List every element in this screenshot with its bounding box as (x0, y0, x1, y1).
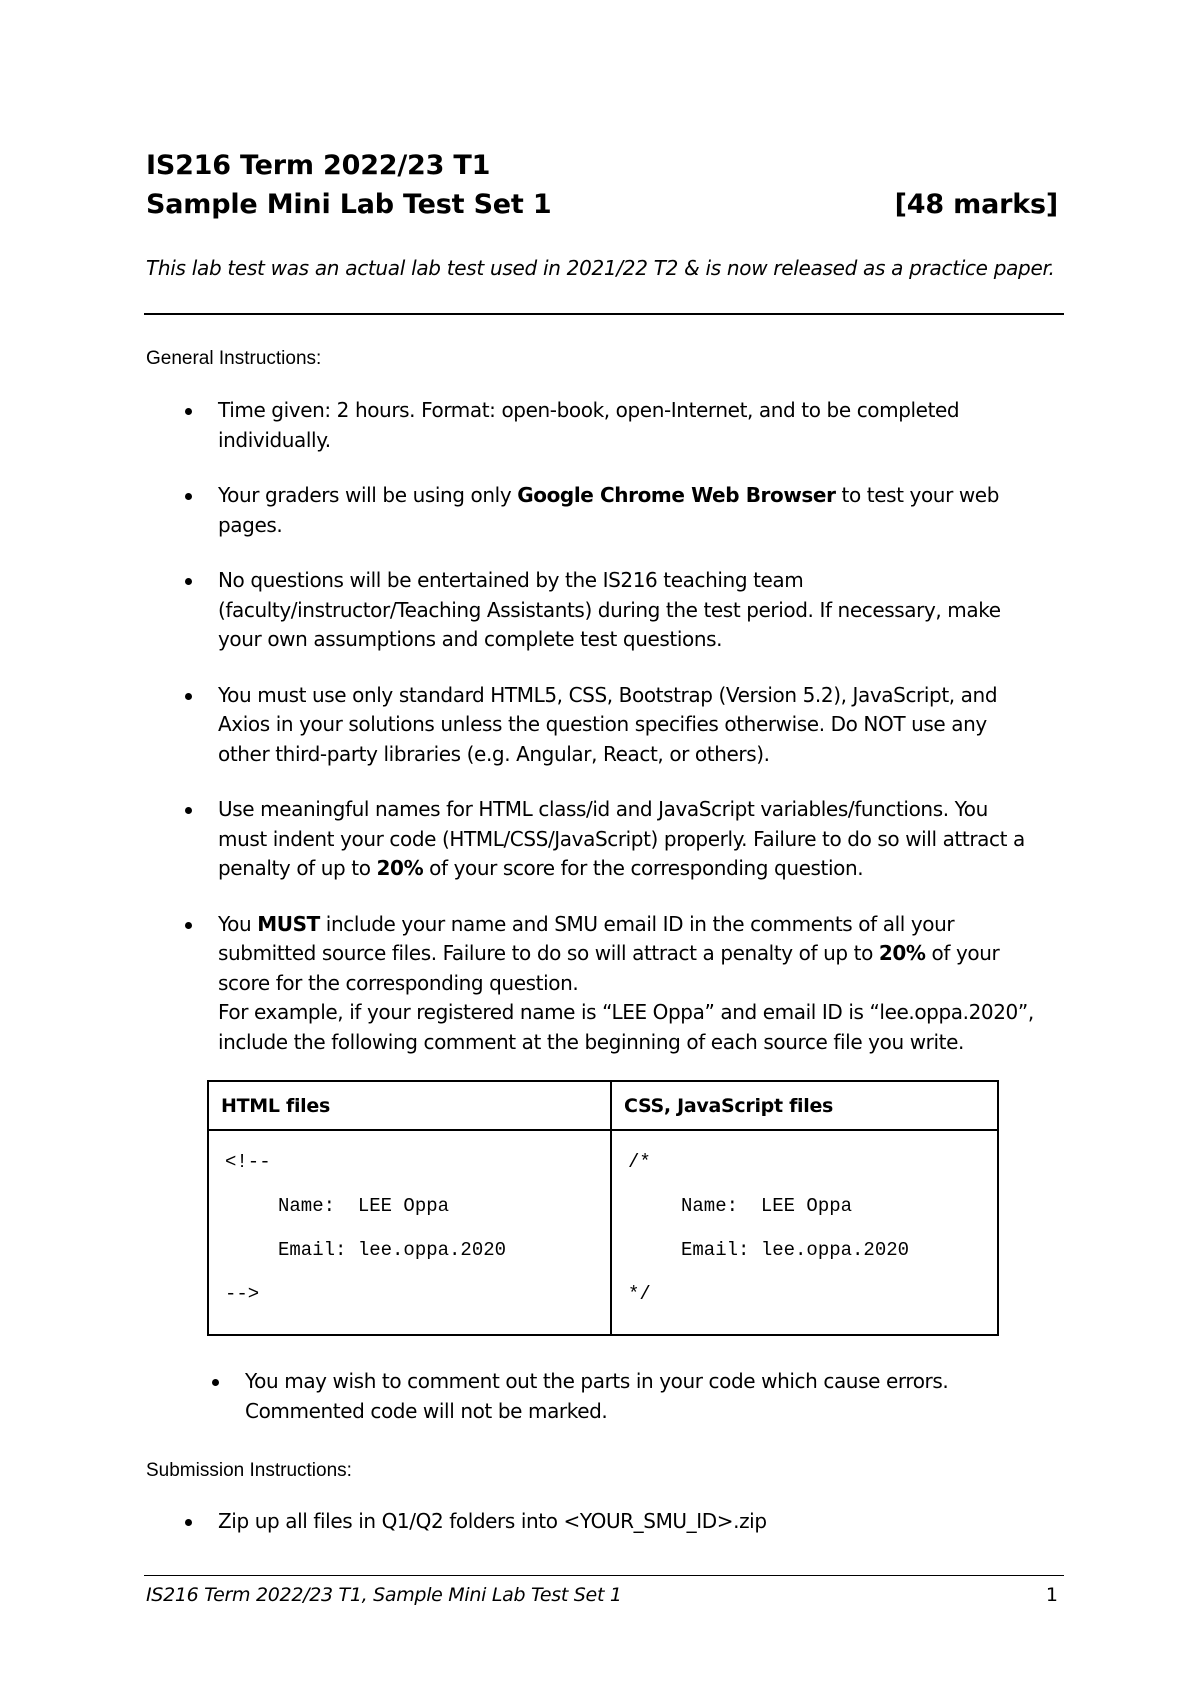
list-item-text: Time given: 2 hours. Format: open-book, open-Internet, and to be completed (218, 398, 960, 422)
list-item-text: submitted source files. Failure to do so will attract a penalty of up to 20% of your (218, 941, 1000, 965)
footer-divider (144, 1575, 1064, 1576)
document-subtitle: Sample Mini Lab Test Set 1 (146, 189, 552, 220)
table-header-html: HTML files (209, 1082, 612, 1131)
bullet-icon (185, 693, 192, 700)
list-item-text: (faculty/instructor/Teaching Assistants) during the test period. If necessary, make (218, 597, 1001, 622)
list-item-text: No questions will be entertained by the IS216 teaching team (218, 568, 804, 592)
code-line: */ (628, 1283, 651, 1305)
submission-instructions-list (146, 1507, 1076, 1537)
page-number: 1 (1045, 1584, 1058, 1606)
bullet-icon (185, 922, 192, 929)
bullet-icon (185, 578, 192, 585)
general-instructions-list (146, 396, 1076, 1057)
list-item-text: You must use only standard HTML5, CSS, Bootstrap (Version 5.2), JavaScript, and (218, 682, 998, 707)
code-line: Email: lee.oppa.2020 (278, 1239, 507, 1261)
bullet-icon (185, 408, 192, 415)
list-item-text: Use meaningful names for HTML class/id and JavaScript variables/functions. You (218, 797, 988, 821)
bullet-icon (185, 493, 192, 500)
list-item-text: score for the corresponding question. (218, 970, 579, 995)
list-item-text: other third-party libraries (e.g. Angular, React, or others). (218, 741, 770, 766)
bullet-icon (212, 1379, 219, 1386)
list-item-text: include the following comment at the beginning of each source file you write. (218, 1029, 964, 1054)
table-header-css-js: CSS, JavaScript files (612, 1082, 997, 1131)
html-comment-example (209, 1131, 612, 1334)
code-line: --> (225, 1283, 260, 1305)
list-item (146, 481, 1076, 540)
document-title: IS216 Term 2022/23 T1 (146, 150, 491, 181)
list-item-text: must indent your code (HTML/CSS/JavaScript) properly. Failure to do so will attract a (218, 826, 1025, 851)
list-item-text: penalty of up to 20% of your score for the corresponding question. (218, 856, 864, 880)
list-item-text: pages. (218, 512, 283, 537)
css-js-comment-example (612, 1131, 997, 1334)
document-subtitle-row (146, 189, 1058, 220)
list-item (146, 396, 1076, 455)
list-item-text: For example, if your registered name is “LEE Oppa” and email ID is “lee.oppa.2020”, (218, 1000, 1034, 1024)
code-line: Name: LEE Oppa (681, 1195, 853, 1217)
list-item (146, 1507, 1076, 1537)
list-item-text: Commented code will not be marked. (245, 1398, 608, 1423)
bullet-icon (185, 1519, 192, 1526)
footer-title: IS216 Term 2022/23 T1, Sample Mini Lab Test Set 1 (146, 1584, 622, 1606)
list-item-text: Zip up all files in Q1/Q2 folders into <YOUR_SMU_ID>.zip (218, 1509, 767, 1533)
code-line: <!-- (225, 1151, 271, 1173)
practice-note: This lab test was an actual lab test used in 2021/22 T2 & is now released as a practice paper. (146, 256, 1055, 280)
list-item (146, 795, 1076, 884)
total-marks: [48 marks] (894, 189, 1058, 220)
code-line: Name: LEE Oppa (278, 1195, 450, 1217)
header-divider (144, 313, 1064, 315)
list-item-text: Your graders will be using only Google Chrome Web Browser to test your web (218, 483, 1000, 507)
list-item-text: You MUST include your name and SMU email ID in the comments of all your (218, 911, 955, 936)
bullet-icon (185, 807, 192, 814)
list-item (146, 566, 1076, 655)
list-item (173, 1367, 1073, 1426)
list-item-text: You may wish to comment out the parts in your code which cause errors. (245, 1369, 949, 1393)
list-item (146, 910, 1076, 1058)
page-footer (146, 1584, 1058, 1606)
code-line: /* (628, 1151, 651, 1173)
list-item-text: your own assumptions and complete test questions. (218, 627, 723, 651)
list-item-text: individually. (218, 427, 331, 452)
comment-note-list (173, 1367, 1073, 1426)
comment-example-table (207, 1080, 999, 1336)
submission-instructions-heading: Submission Instructions: (146, 1460, 352, 1481)
code-line: Email: lee.oppa.2020 (681, 1239, 910, 1261)
general-instructions-heading: General Instructions: (146, 348, 322, 369)
list-item-text: Axios in your solutions unless the question specifies otherwise. Do NOT use any (218, 712, 987, 736)
list-item (146, 681, 1076, 770)
